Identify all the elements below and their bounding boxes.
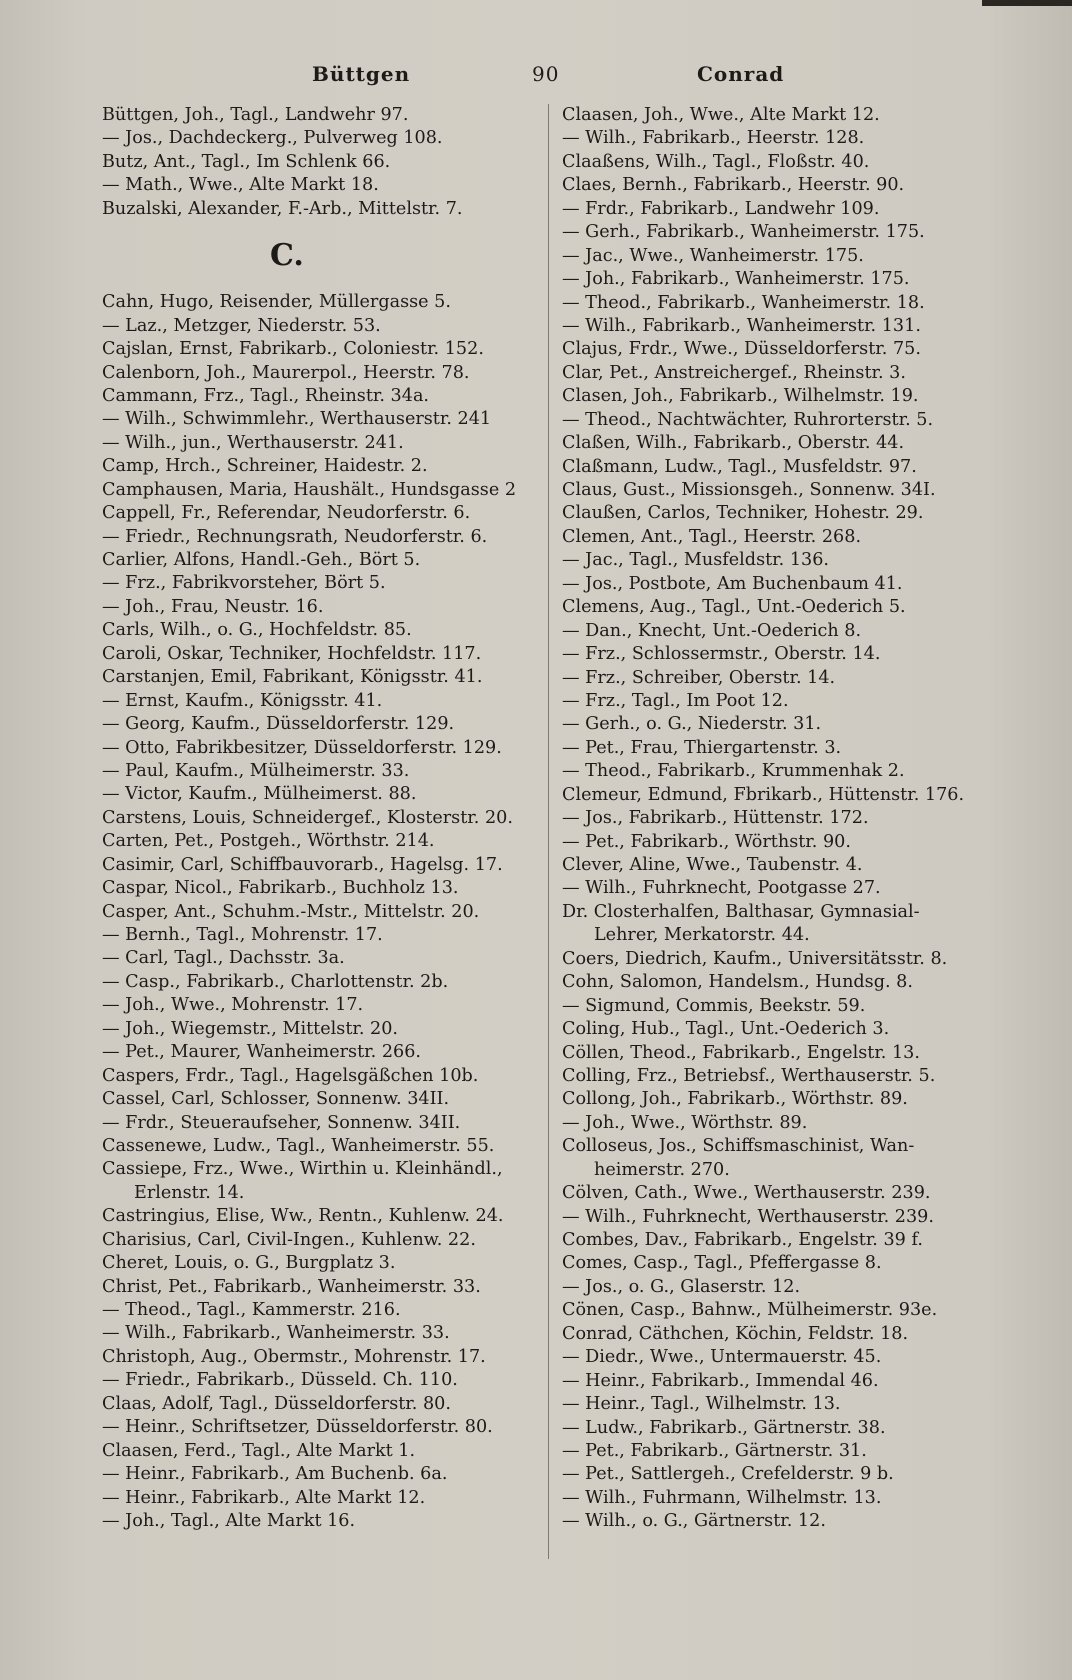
- directory-entry: Coers, Diedrich, Kaufm., Universitätsstr. 8.: [562, 948, 948, 969]
- directory-entry: — Diedr., Wwe., Untermauerstr. 45.: [562, 1347, 882, 1368]
- running-head-left: Büttgen: [312, 62, 411, 86]
- directory-entry: — Casp., Fabrikarb., Charlottenstr. 2b.: [102, 971, 449, 992]
- directory-entry: Cheret, Louis, o. G., Burgplatz 3.: [102, 1253, 396, 1274]
- directory-entry: — Gerh., o. G., Niederstr. 31.: [562, 714, 822, 735]
- directory-entry: Dr. Closterhalfen, Balthasar, Gymnasial-: [562, 901, 920, 922]
- directory-entry: — Jac., Wwe., Wanheimerstr. 175.: [562, 245, 864, 266]
- directory-entry: Camphausen, Maria, Haushält., Hundsgasse 2: [102, 479, 517, 500]
- page-header: [0, 62, 1072, 96]
- directory-entry: Christoph, Aug., Obermstr., Mohrenstr. 17.: [102, 1346, 486, 1367]
- directory-entry: Claasen, Joh., Wwe., Alte Markt 12.: [562, 105, 880, 125]
- page-number: 90: [532, 62, 560, 86]
- directory-entry: Carls, Wilh., o. G., Hochfeldstr. 85.: [102, 620, 412, 641]
- directory-entry: — Heinr., Fabrikarb., Am Buchenb. 6a.: [102, 1464, 448, 1485]
- entry-continuation: heimerstr. 270.: [594, 1159, 730, 1180]
- directory-entry: — Heinr., Fabrikarb., Immendal 46.: [562, 1370, 879, 1391]
- directory-entry: Claasen, Ferd., Tagl., Alte Markt 1.: [102, 1440, 416, 1461]
- directory-entry: Camp, Hrch., Schreiner, Haidestr. 2.: [102, 456, 428, 477]
- directory-entry: Claßen, Wilh., Fabrikarb., Oberstr. 44.: [562, 433, 905, 454]
- directory-entry: Butz, Ant., Tagl., Im Schlenk 66.: [102, 151, 391, 172]
- directory-entry: Büttgen, Joh., Tagl., Landwehr 97.: [102, 105, 409, 125]
- directory-entry: — Jos., Postbote, Am Buchenbaum 41.: [562, 573, 903, 594]
- directory-entry: Carten, Pet., Postgeh., Wörthstr. 214.: [102, 831, 435, 852]
- directory-entry: — Frz., Schreiber, Oberstr. 14.: [562, 667, 836, 688]
- directory-entry: Clemens, Aug., Tagl., Unt.-Oederich 5.: [562, 597, 906, 618]
- directory-entry: — Ernst, Kaufm., Königsstr. 41.: [102, 690, 383, 711]
- directory-entry: — Carl, Tagl., Dachsstr. 3a.: [102, 948, 345, 969]
- directory-entry: — Frz., Fabrikvorsteher, Bört 5.: [102, 573, 386, 594]
- left-column: [102, 104, 534, 1533]
- directory-entry: Colloseus, Jos., Schiffsmaschinist, Wan-: [562, 1136, 915, 1157]
- directory-entry: Clasen, Joh., Fabrikarb., Wilhelmstr. 19.: [562, 386, 919, 407]
- directory-entry: Cahn, Hugo, Reisender, Müllergasse 5.: [102, 292, 451, 313]
- directory-entry: — Frz., Tagl., Im Poot 12.: [562, 690, 789, 711]
- directory-entry: — Joh., Fabrikarb., Wanheimerstr. 175.: [562, 269, 910, 290]
- directory-entry: — Joh., Frau, Neustr. 16.: [102, 596, 324, 617]
- directory-entry: — Gerh., Fabrikarb., Wanheimerstr. 175.: [562, 222, 925, 243]
- directory-entry: Carstanjen, Emil, Fabrikant, Königsstr. 41.: [102, 667, 483, 688]
- directory-entry: Christ, Pet., Fabrikarb., Wanheimerstr. 33.: [102, 1276, 481, 1297]
- directory-entry: — Laz., Metzger, Niederstr. 53.: [102, 315, 381, 336]
- directory-entry: Castringius, Elise, Ww., Rentn., Kuhlenw. 24.: [102, 1206, 504, 1227]
- directory-entry: Carlier, Alfons, Handl.-Geh., Bört 5.: [102, 550, 421, 570]
- column-divider: [548, 104, 549, 1559]
- directory-entry: Claaßens, Wilh., Tagl., Floßstr. 40.: [562, 151, 870, 172]
- directory-entry: Clar, Pet., Anstreichergef., Rheinstr. 3.: [562, 362, 906, 383]
- directory-entry: — Joh., Wwe., Wörthstr. 89.: [562, 1112, 808, 1133]
- directory-entry: — Joh., Tagl., Alte Markt 16.: [102, 1510, 356, 1531]
- directory-entry: — Heinr., Schriftsetzer, Düsseldorferstr. 80.: [102, 1417, 493, 1438]
- directory-entry: — Wilh., Fuhrknecht, Werthauserstr. 239.: [562, 1206, 934, 1227]
- directory-entry: — Theod., Fabrikarb., Krummenhak 2.: [562, 761, 905, 782]
- directory-entry: — Frz., Schlossermstr., Oberstr. 14.: [562, 644, 881, 665]
- directory-entry: — Wilh., Fuhrknecht, Pootgasse 27.: [562, 878, 881, 899]
- directory-entry: Clemeur, Edmund, Fbrikarb., Hüttenstr. 176.: [562, 784, 965, 805]
- directory-entry: — Wilh., Fabrikarb., Heerstr. 128.: [562, 128, 865, 149]
- directory-entry: — Theod., Fabrikarb., Wanheimerstr. 18.: [562, 292, 925, 313]
- entry-continuation: Lehrer, Merkatorstr. 44.: [594, 925, 810, 946]
- directory-entry: — Paul, Kaufm., Mülheimerstr. 33.: [102, 760, 410, 781]
- directory-entry: — Math., Wwe., Alte Markt 18.: [102, 175, 379, 196]
- directory-entry: Cassel, Carl, Schlosser, Sonnenw. 34II.: [102, 1089, 450, 1110]
- directory-entry: — Theod., Nachtwächter, Ruhrorterstr. 5.: [562, 409, 934, 430]
- directory-entry: — Jac., Tagl., Musfeldstr. 136.: [562, 550, 830, 571]
- directory-entry: — Ludw., Fabrikarb., Gärtnerstr. 38.: [562, 1417, 886, 1438]
- directory-entry: Claus, Gust., Missionsgeh., Sonnenw. 34I.: [562, 480, 936, 500]
- directory-entry: — Friedr., Rechnungsrath, Neudorferstr. 6.: [102, 526, 488, 547]
- directory-entry: Cohn, Salomon, Handelsm., Hundsg. 8.: [562, 972, 913, 993]
- directory-entry: Casper, Ant., Schuhm.-Mstr., Mittelstr. 20.: [102, 901, 480, 922]
- directory-entry: Calenborn, Joh., Maurerpol., Heerstr. 78.: [102, 362, 470, 383]
- directory-entry: Claes, Bernh., Fabrikarb., Heerstr. 90.: [562, 175, 905, 196]
- directory-entry: Cappell, Fr., Referendar, Neudorferstr. 6.: [102, 503, 471, 524]
- directory-entry: — Joh., Wwe., Mohrenstr. 17.: [102, 995, 364, 1016]
- directory-entry: — Pet., Fabrikarb., Wörthstr. 90.: [562, 831, 851, 852]
- directory-entry: — Wilh., Fabrikarb., Wanheimerstr. 33.: [102, 1323, 450, 1344]
- directory-entry: — Georg, Kaufm., Düsseldorferstr. 129.: [102, 714, 455, 735]
- directory-entry: — Frdr., Steueraufseher, Sonnenw. 34II.: [102, 1112, 461, 1133]
- directory-entry: Cassenewe, Ludw., Tagl., Wanheimerstr. 55.: [102, 1135, 495, 1156]
- directory-entry: Conrad, Cäthchen, Köchin, Feldstr. 18.: [562, 1323, 909, 1344]
- directory-entry: — Pet., Frau, Thiergartenstr. 3.: [562, 737, 842, 758]
- directory-entry: Carstens, Louis, Schneidergef., Klosterstr. 20.: [102, 807, 513, 828]
- directory-entry: — Heinr., Fabrikarb., Alte Markt 12.: [102, 1487, 426, 1508]
- directory-entry: — Frdr., Fabrikarb., Landwehr 109.: [562, 198, 880, 219]
- running-head-right: Conrad: [697, 62, 785, 86]
- directory-entry: — Wilh., Fabrikarb., Wanheimerstr. 131.: [562, 315, 921, 336]
- directory-entry: — Dan., Knecht, Unt.-Oederich 8.: [562, 620, 862, 641]
- directory-entry: — Jos., Fabrikarb., Hüttenstr. 172.: [562, 808, 869, 829]
- entry-continuation: Erlenstr. 14.: [134, 1182, 245, 1203]
- directory-entry: Caspers, Frdr., Tagl., Hagelsgäßchen 10b.: [102, 1065, 479, 1086]
- directory-entry: Collong, Joh., Fabrikarb., Wörthstr. 89.: [562, 1089, 908, 1110]
- directory-entry: Clajus, Frdr., Wwe., Düsseldorferstr. 75.: [562, 339, 921, 360]
- right-column: [562, 104, 982, 1534]
- directory-entry: Claas, Adolf, Tagl., Düsseldorferstr. 80.: [102, 1393, 451, 1414]
- directory-entry: Cönen, Casp., Bahnw., Mülheimerstr. 93e.: [562, 1300, 938, 1321]
- directory-entry: — Bernh., Tagl., Mohrenstr. 17.: [102, 925, 383, 945]
- directory-entry: — Sigmund, Commis, Beekstr. 59.: [562, 995, 866, 1016]
- directory-entry: — Pet., Fabrikarb., Gärtnerstr. 31.: [562, 1440, 867, 1461]
- directory-entry: Cölven, Cath., Wwe., Werthauserstr. 239.: [562, 1183, 931, 1204]
- directory-entry: Cassiepe, Frz., Wwe., Wirthin u. Kleinhändl.,: [102, 1159, 503, 1180]
- directory-entry: Combes, Dav., Fabrikarb., Engelstr. 39 f.: [562, 1230, 923, 1250]
- directory-entry: — Jos., Dachdeckerg., Pulverweg 108.: [102, 128, 443, 149]
- directory-entry: — Wilh., Schwimmlehr., Werthauserstr. 241: [102, 409, 492, 430]
- directory-entry: — Heinr., Tagl., Wilhelmstr. 13.: [562, 1394, 841, 1415]
- directory-entry: Cammann, Frz., Tagl., Rheinstr. 34a.: [102, 385, 430, 406]
- directory-entry: Caspar, Nicol., Fabrikarb., Buchholz 13.: [102, 878, 459, 899]
- directory-entry: Charisius, Carl, Civil-Ingen., Kuhlenw. 22.: [102, 1229, 476, 1250]
- directory-entry: — Pet., Sattlergeh., Crefelderstr. 9 b.: [562, 1464, 894, 1485]
- directory-entry: Coling, Hub., Tagl., Unt.-Oederich 3.: [562, 1019, 890, 1040]
- directory-entry: Claßmann, Ludw., Tagl., Musfeldstr. 97.: [562, 456, 917, 477]
- directory-entry: Cöllen, Theod., Fabrikarb., Engelstr. 13.: [562, 1042, 920, 1063]
- directory-entry: Casimir, Carl, Schiffbauvorarb., Hagelsg. 17.: [102, 854, 503, 875]
- directory-entry: Colling, Frz., Betriebsf., Werthauserstr. 5.: [562, 1065, 936, 1086]
- directory-entry: — Friedr., Fabrikarb., Düsseld. Ch. 110.: [102, 1370, 458, 1391]
- directory-entry: — Wilh., Fuhrmann, Wilhelmstr. 13.: [562, 1487, 882, 1508]
- directory-entry: — Wilh., jun., Werthauserstr. 241.: [102, 432, 404, 453]
- directory-entry: — Jos., o. G., Glaserstr. 12.: [562, 1276, 801, 1297]
- page-edge-shadow: [982, 0, 1072, 6]
- directory-entry: Caroli, Oskar, Techniker, Hochfeldstr. 117.: [102, 643, 482, 664]
- directory-entry: Clemen, Ant., Tagl., Heerstr. 268.: [562, 526, 862, 547]
- directory-entry: Comes, Casp., Tagl., Pfeffergasse 8.: [562, 1253, 882, 1274]
- directory-entry: — Pet., Maurer, Wanheimerstr. 266.: [102, 1042, 421, 1063]
- directory-entry: — Otto, Fabrikbesitzer, Düsseldorferstr. 129.: [102, 737, 502, 758]
- directory-entry: — Wilh., o. G., Gärtnerstr. 12.: [562, 1511, 826, 1532]
- directory-entry: — Joh., Wiegemstr., Mittelstr. 20.: [102, 1018, 399, 1039]
- directory-entry: Cajslan, Ernst, Fabrikarb., Coloniestr. 152.: [102, 339, 484, 360]
- section-letter: C.: [270, 238, 304, 274]
- directory-entry: — Theod., Tagl., Kammerstr. 216.: [102, 1300, 401, 1320]
- directory-entry: — Victor, Kaufm., Mülheimerst. 88.: [102, 784, 417, 805]
- directory-entry: Buzalski, Alexander, F.-Arb., Mittelstr. 7.: [102, 198, 463, 219]
- directory-entry: Clever, Aline, Wwe., Taubenstr. 4.: [562, 855, 863, 875]
- directory-entry: Claußen, Carlos, Techniker, Hohestr. 29.: [562, 503, 924, 524]
